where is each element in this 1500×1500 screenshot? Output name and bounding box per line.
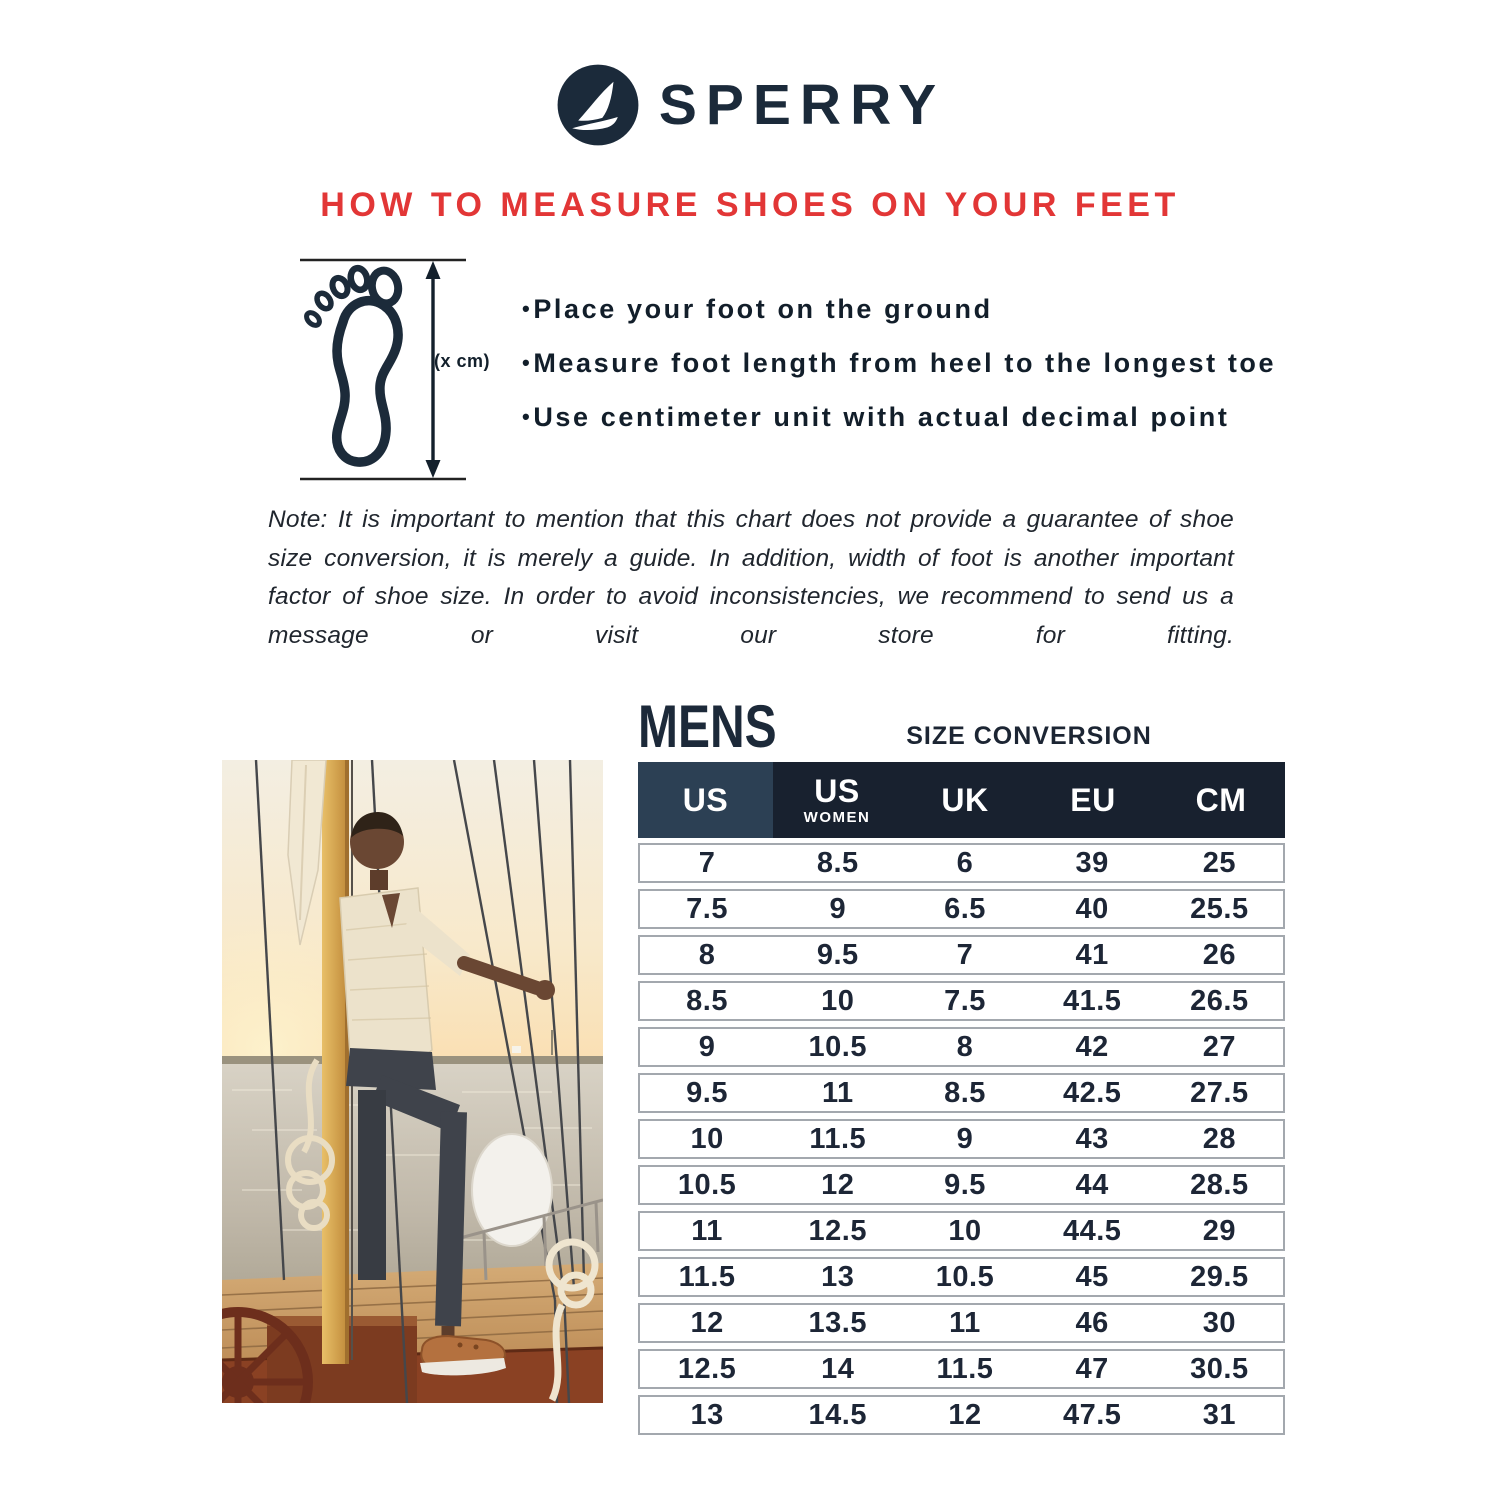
table-cell: 9.5 [686, 1076, 728, 1109]
table-cell: 46 [1075, 1306, 1109, 1339]
column-label: CM [1195, 782, 1247, 818]
table-cell: 8 [956, 1030, 974, 1063]
table-cell: 31 [1202, 1398, 1237, 1431]
column-header-eu [1029, 762, 1157, 838]
table-cell: 8.5 [686, 984, 728, 1017]
table-cell: 28 [1202, 1122, 1237, 1155]
measure-bullet: • Place your foot on the ground [522, 294, 1252, 325]
column-label: EU [1070, 782, 1116, 818]
column-header-us [638, 762, 773, 838]
table-cell: 12.5 [808, 1214, 867, 1247]
table-cell: 12 [821, 1168, 855, 1201]
boat-shoe [420, 1336, 506, 1375]
table-row [638, 843, 1285, 883]
sperry-sailboat-logo-icon [555, 62, 641, 148]
table-cell: 10.5 [677, 1168, 737, 1201]
table-cell: 10.5 [808, 1030, 867, 1063]
table-cell: 6 [956, 846, 974, 879]
table-row [638, 1303, 1285, 1343]
table-row [638, 1211, 1285, 1251]
column-label: UK [941, 782, 989, 818]
measure-bullet: • Measure foot length from heel to the longest toe [522, 348, 1252, 379]
table-cell: 8.5 [944, 1076, 986, 1109]
size-conversion-title: SIZE CONVERSION [906, 722, 1152, 750]
table-cell: 41.5 [1062, 984, 1122, 1017]
table-cell: 39 [1075, 846, 1109, 879]
table-cell: 26.5 [1190, 984, 1249, 1017]
table-row [638, 1257, 1285, 1297]
table-cell: 9 [956, 1122, 974, 1155]
table-cell: 45 [1075, 1260, 1109, 1293]
column-label: US [814, 772, 860, 809]
table-cell: 7.5 [686, 892, 728, 925]
table-cell: 7 [698, 846, 716, 879]
table-cell: 47.5 [1062, 1398, 1122, 1431]
table-cell: 12 [690, 1306, 724, 1339]
column-label: US [682, 782, 729, 818]
column-sublabel: WOMEN [803, 808, 871, 826]
table-cell: 42.5 [1062, 1076, 1122, 1109]
table-cell: 14 [821, 1352, 855, 1385]
size-conversion-table [638, 762, 1285, 1441]
table-cell: 30 [1202, 1306, 1237, 1339]
table-cell: 47 [1075, 1352, 1109, 1385]
table-cell: 6.5 [944, 892, 986, 925]
table-cell: 12 [948, 1398, 982, 1431]
table-cell: 13.5 [808, 1306, 867, 1339]
table-cell: 41 [1075, 938, 1109, 971]
table-cell: 27 [1202, 1030, 1237, 1063]
table-cell: 30.5 [1190, 1352, 1249, 1385]
table-cell: 11 [691, 1214, 723, 1247]
column-header-uk [901, 762, 1029, 838]
measure-bullet: • Use centimeter unit with actual decimal point [522, 402, 1252, 433]
table-cell: 9.5 [816, 938, 859, 971]
table-cell: 7 [956, 938, 974, 971]
table-cell: 27.5 [1190, 1076, 1249, 1109]
table-cell: 44 [1075, 1168, 1109, 1201]
brand-name: SPERRY [658, 73, 946, 137]
table-cell: 9.5 [944, 1168, 986, 1201]
table-row [638, 1349, 1285, 1389]
table-cell: 7.5 [944, 984, 986, 1017]
table-cell: 43 [1075, 1122, 1109, 1155]
table-cell: 40 [1075, 892, 1109, 925]
table-cell: 11 [821, 1076, 854, 1109]
table-row [638, 1119, 1285, 1159]
table-cell: 25 [1202, 846, 1237, 879]
column-header-cm [1157, 762, 1285, 838]
disclaimer-note: Note: It is important to mention that this chart does not provide a guarantee of shoe size conversion, it is merely a guide. In addition, width of foot is another important factor of shoe size. In order to avoid inconsistencies, we recommend to send us a message or visit our store for fitting. [268, 506, 1234, 649]
table-cell: 10.5 [935, 1260, 995, 1293]
table-cell: 25.5 [1190, 892, 1249, 925]
table-cell: 26 [1202, 938, 1237, 971]
table-cell: 29.5 [1190, 1260, 1249, 1293]
column-header-us-women [773, 762, 901, 838]
sail-bundle [472, 1134, 552, 1246]
table-cell: 11.5 [936, 1352, 994, 1385]
measure-instructions [522, 294, 1277, 456]
footprint-shape [304, 266, 401, 462]
table-cell: 9 [829, 892, 847, 925]
table-row [638, 935, 1285, 975]
table-cell: 10 [690, 1122, 724, 1155]
table-cell: 44.5 [1062, 1214, 1122, 1247]
page-title: HOW TO MEASURE SHOES ON YOUR FEET [320, 186, 1180, 224]
table-cell: 13 [821, 1260, 855, 1293]
table-cell: 11.5 [809, 1122, 867, 1155]
table-cell: 29 [1202, 1214, 1237, 1247]
table-cell: 42 [1075, 1030, 1109, 1063]
table-cell: 10 [821, 984, 855, 1017]
table-cell: 13 [690, 1398, 724, 1431]
table-row [638, 1073, 1285, 1113]
table-row [638, 889, 1285, 929]
table-row [638, 1165, 1285, 1205]
table-cell: 28.5 [1190, 1168, 1249, 1201]
mast [322, 760, 352, 1364]
table-header [638, 762, 1285, 838]
table-cell: 10 [948, 1214, 982, 1247]
brand-header [0, 62, 1500, 148]
table-cell: 11 [949, 1306, 981, 1339]
table-body [638, 843, 1285, 1435]
table-row [638, 1395, 1285, 1435]
table-cell: 12.5 [677, 1352, 737, 1385]
table-cell: 9 [698, 1030, 716, 1063]
foot-length-label: (x cm) [434, 351, 491, 371]
table-cell: 8 [698, 938, 716, 971]
table-row [638, 981, 1285, 1021]
table-cell: 11.5 [678, 1260, 736, 1293]
table-row [638, 1027, 1285, 1067]
gender-heading: MENS [638, 693, 777, 760]
table-cell: 8.5 [816, 846, 859, 879]
table-cell: 14.5 [808, 1398, 867, 1431]
photo-man-on-sailboat [222, 760, 603, 1403]
